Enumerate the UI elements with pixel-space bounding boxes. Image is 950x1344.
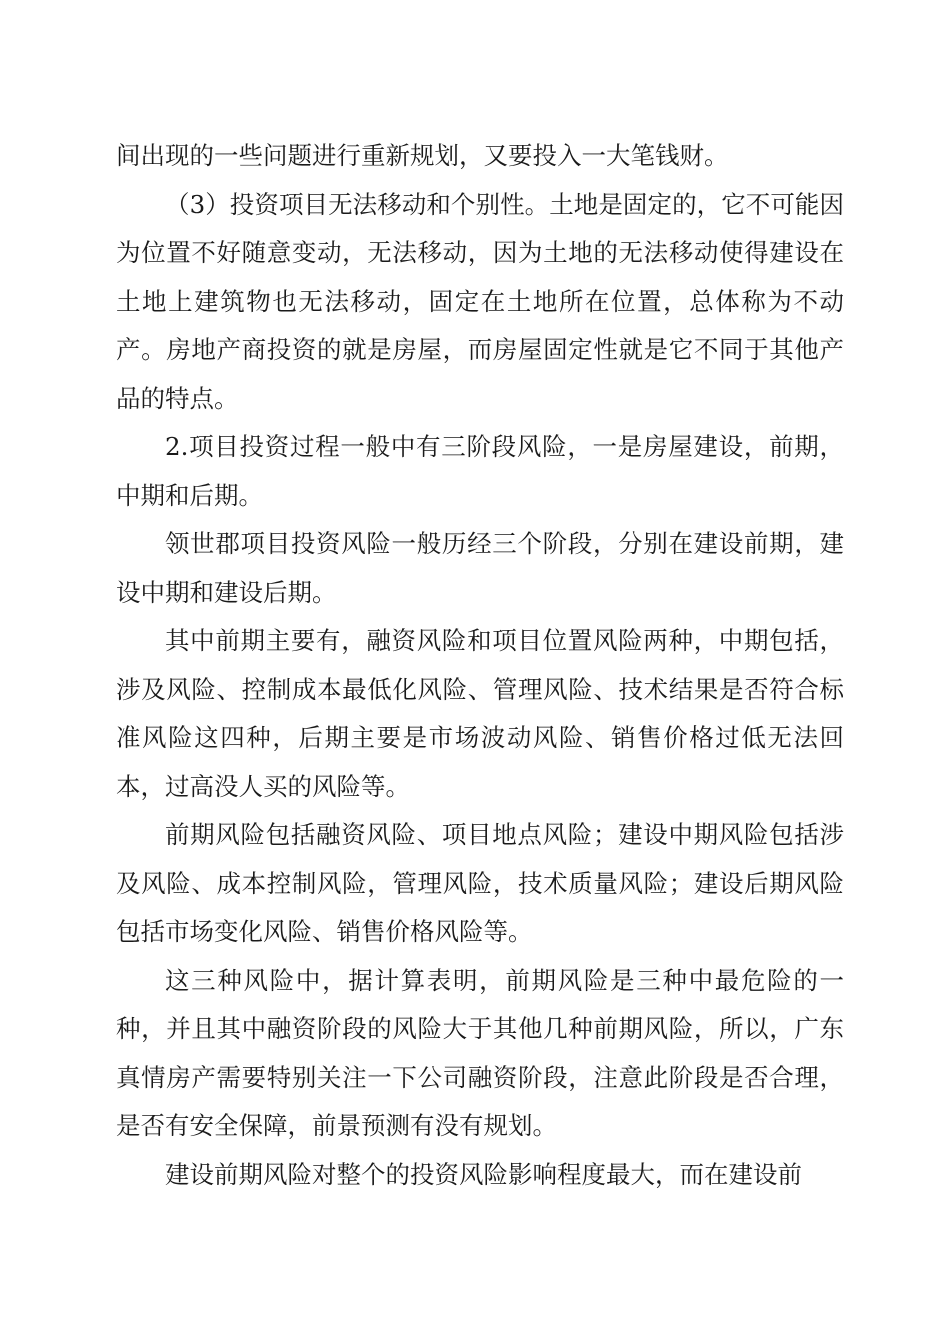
paragraph-project-stages: 领世郡项目投资风险一般历经三个阶段，分别在建设前期，建设中期和建设后期。 [116,529,844,607]
paragraph-immovability: （3）投资项目无法移动和个别性。土地是固定的，它不可能因为位置不好随意变动，无法移动，因为土地的无法移动使得建设在土地上建筑物也无法移动，固定在土地所在位置，总体称为不动产。房地产商投资的就是房屋，而房屋固定性就是它不同于其他产品的特点。 [116,189,844,413]
document-body [116,132,844,1199]
paragraph-early-risk-analysis: 这三种风险中，据计算表明，前期风险是三种中最危险的一种，并且其中融资阶段的风险大于其他几种前期风险，所以，广东真情房产需要特别关注一下公司融资阶段，注意此阶段是否合理，是否有安全保障，前景预测有没有规划。 [116,965,844,1140]
paragraph-three-stage-risk: 2.项目投资过程一般中有三阶段风险，一是房屋建设，前期，中期和后期。 [116,432,844,510]
paragraph-early-risk-impact: 建设前期风险对整个的投资风险影响程度最大，而在建设前 [165,1159,802,1189]
paragraph-continued: 间出现的一些问题进行重新规划，又要投入一大笔钱财。 [116,141,729,170]
paragraph-stage-risk-types: 其中前期主要有，融资风险和项目位置风险两种，中期包括，涉及风险、控制成本最低化风险、管理风险、技术结果是否符合标准风险这四种，后期主要是市场波动风险、销售价格过低无法回本，过高没人买的风险等。 [116,626,844,801]
paragraph-risk-summary: 前期风险包括融资风险、项目地点风险；建设中期风险包括涉及风险、成本控制风险，管理风险，技术质量风险；建设后期风险包括市场变化风险、销售价格风险等。 [116,820,844,946]
